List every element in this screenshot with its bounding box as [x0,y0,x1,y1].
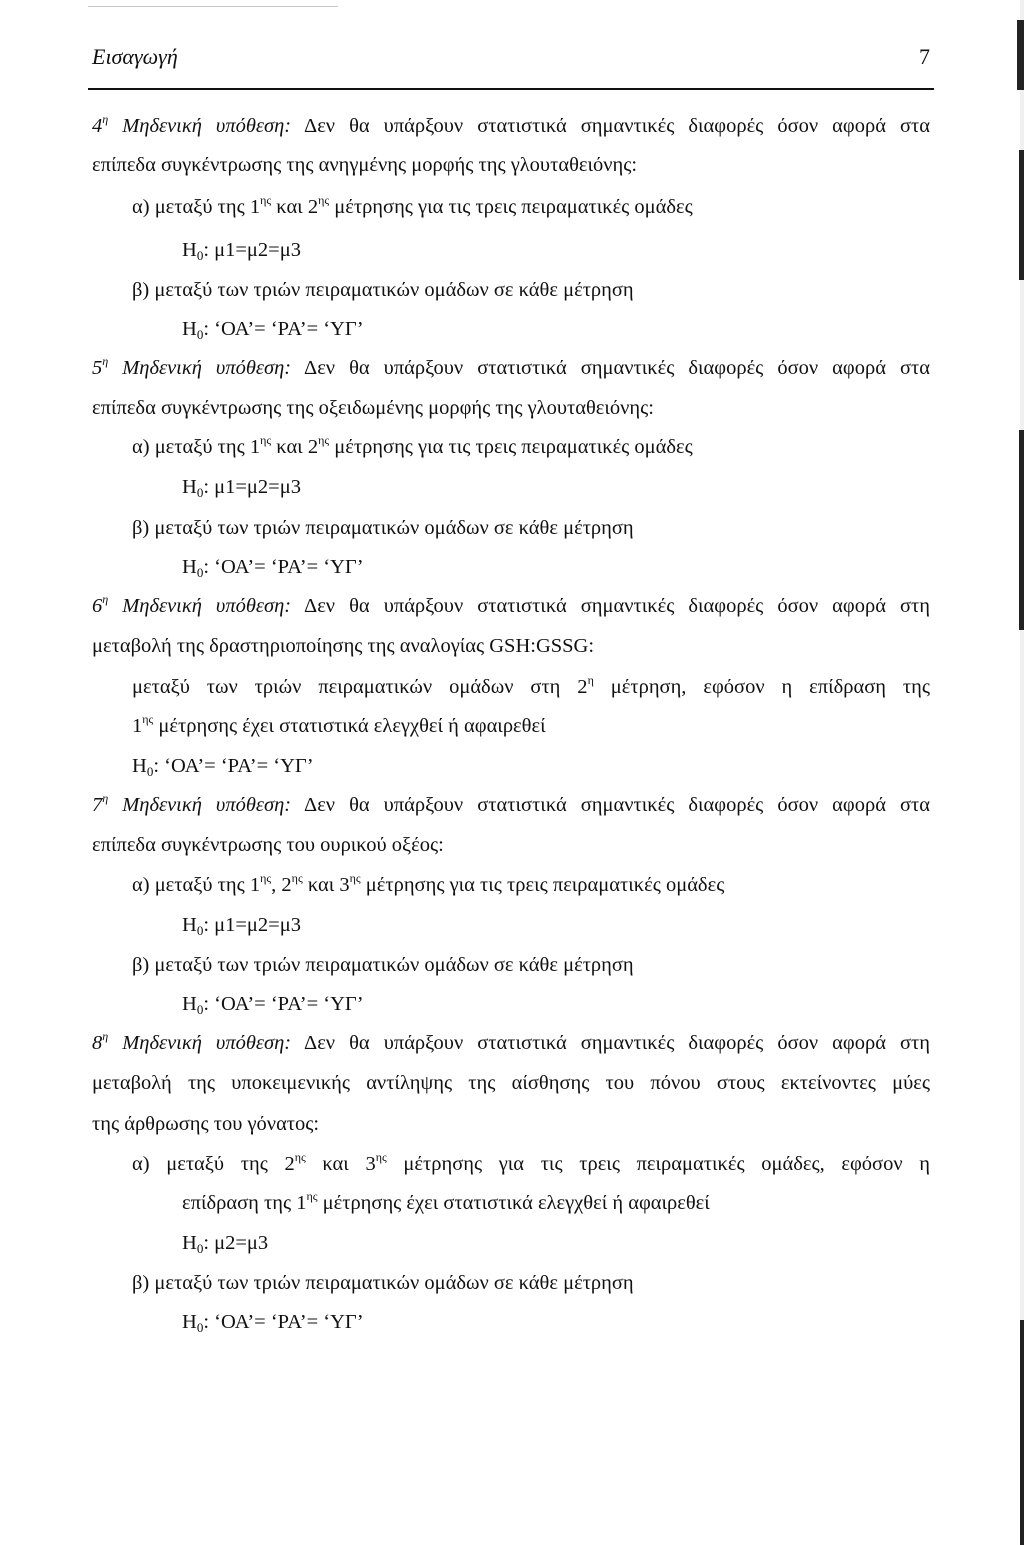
hypothesis-6-line-2: μεταβολή της δραστηριοποίησης της αναλογίας GSH:GSSG: [92,635,595,657]
scan-edge-mark [1020,1320,1024,1545]
hypothesis-6-line-3: μεταξύ των τριών πειραματικών ομάδων στη $2^\eta$ μέτρηση, εφόσον η επίδραση της [132,673,930,698]
hypothesis-number: 4 [92,115,103,137]
hypothesis-label: Μηδενική υπόθεση: [122,794,292,816]
hypothesis-4-line-1 [92,112,931,137]
hypothesis-number: 8 [92,1032,103,1054]
hypothesis-label: Μηδενική υπόθεση: [122,357,292,379]
section-title: Εισαγωγή [92,44,178,69]
hypothesis-4-h0-a: $H_0$: μ1=μ2=μ3 [182,239,301,263]
ordinal-suffix: η [102,112,109,126]
hypothesis-label: Μηδενική υπόθεση: [122,1032,292,1054]
hypothesis-5-line-2: επίπεδα συγκέντρωσης της οξειδωμένης μορφής της γλουταθειόνης: [92,397,654,419]
hypothesis-8-h0-b: $H_0$: ‘ΟΑ’= ‘ΡΑ’= ‘ΥΓ’ [182,1311,364,1335]
hypothesis-8-line-1 [92,1029,931,1054]
hypothesis-text: Δεν θα υπάρξουν στατιστικά σημαντικές διαφορές όσον αφορά στη [304,595,931,617]
scan-edge-mark [1017,20,1024,90]
ordinal-suffix: η [102,592,109,606]
hypothesis-5-h0-b: $H_0$: ‘ΟΑ’= ‘ΡΑ’= ‘ΥΓ’ [182,556,364,580]
hypothesis-label: Μηδενική υπόθεση: [122,115,292,137]
ordinal-suffix: η [102,354,109,368]
scan-edge-mark [1019,150,1024,280]
hypothesis-8-item-a-cont: επίδραση της $1^{\eta\varsigma}$ μέτρησης έχει στατιστικά ελεγχθεί ή αφαιρεθεί [182,1189,710,1214]
hypothesis-8-line-2: μεταβολή της υποκειμενικής αντίληψης της αίσθησης του πόνου στους εκτείνοντες μύες [92,1072,930,1094]
ordinal-suffix: η [102,1029,109,1043]
hypothesis-4-h0-b: $H_0$: ‘ΟΑ’= ‘ΡΑ’= ‘ΥΓ’ [182,318,364,342]
scan-edge-mark [1019,430,1024,630]
ordinal-suffix: η [102,791,109,805]
hypothesis-text: Δεν θα υπάρξουν στατιστικά σημαντικές διαφορές όσον αφορά στη [304,1032,931,1054]
header-rule [88,88,934,90]
hypothesis-7-item-a: α) μεταξύ της $1^{\eta\varsigma}$, $2^{\eta\varsigma}$ και $3^{\eta\varsigma}$ μέτρησης για τις τρεις πειραματικές ομάδες [132,871,725,896]
hypothesis-text: Δεν θα υπάρξουν στατιστικά σημαντικές διαφορές όσον αφορά στα [304,357,931,379]
hypothesis-label: Μηδενική υπόθεση: [122,595,292,617]
running-header [92,44,930,70]
hypothesis-4-item-a: α) μεταξύ της $1^{\eta\varsigma}$ και $2^{\eta\varsigma}$ μέτρησης για τις τρεις πειραματικές ομάδες [132,193,693,218]
hypothesis-5-item-a: α) μεταξύ της $1^{\eta\varsigma}$ και $2^{\eta\varsigma}$ μέτρησης για τις τρεις πειραματικές ομάδες [132,433,693,458]
hypothesis-8-item-a: α) μεταξύ της $2^{\eta\varsigma}$ και $3^{\eta\varsigma}$ μέτρησης για τις τρεις πειραματικές ομάδες, εφόσον η [132,1150,931,1175]
hypothesis-6-line-4: $1^{\eta\varsigma}$ μέτρησης έχει στατιστικά ελεγχθεί ή αφαιρεθεί [132,712,546,737]
hypothesis-number: 7 [92,794,103,816]
hypothesis-7-line-1 [92,791,931,816]
hypothesis-text: Δεν θα υπάρξουν στατιστικά σημαντικές διαφορές όσον αφορά στα [304,115,931,137]
hypothesis-text: Δεν θα υπάρξουν στατιστικά σημαντικές διαφορές όσον αφορά στα [304,794,931,816]
hypothesis-7-h0-b: $H_0$: ‘ΟΑ’= ‘ΡΑ’= ‘ΥΓ’ [182,993,364,1017]
page-number: 7 [919,44,930,69]
hypothesis-8-item-b: β) μεταξύ των τριών πειραματικών ομάδων σε κάθε μέτρηση [132,1272,634,1294]
hypothesis-number: 6 [92,595,103,617]
hypothesis-4-line-2: επίπεδα συγκέντρωσης της ανηγμένης μορφής της γλουταθειόνης: [92,154,638,176]
hypothesis-5-item-b: β) μεταξύ των τριών πειραματικών ομάδων σε κάθε μέτρηση [132,517,634,539]
hypothesis-7-item-b: β) μεταξύ των τριών πειραματικών ομάδων σε κάθε μέτρηση [132,954,634,976]
hypothesis-4-item-b: β) μεταξύ των τριών πειραματικών ομάδων σε κάθε μέτρηση [132,279,634,301]
hypothesis-7-line-2: επίπεδα συγκέντρωσης του ουρικού οξέος: [92,834,444,856]
hypothesis-number: 5 [92,357,103,379]
hypothesis-8-line-3: της άρθρωσης του γόνατος: [92,1113,320,1135]
scan-top-line [88,6,338,7]
hypothesis-6-h0: $H_0$: ‘ΟΑ’= ‘ΡΑ’= ‘ΥΓ’ [132,755,314,779]
hypothesis-7-h0-a: $H_0$: μ1=μ2=μ3 [182,914,301,938]
hypothesis-8-h0-a: $H_0$: μ2=μ3 [182,1232,269,1256]
hypothesis-5-h0-a: $H_0$: μ1=μ2=μ3 [182,476,301,500]
hypothesis-5-line-1 [92,354,931,379]
hypothesis-6-line-1 [92,592,931,617]
